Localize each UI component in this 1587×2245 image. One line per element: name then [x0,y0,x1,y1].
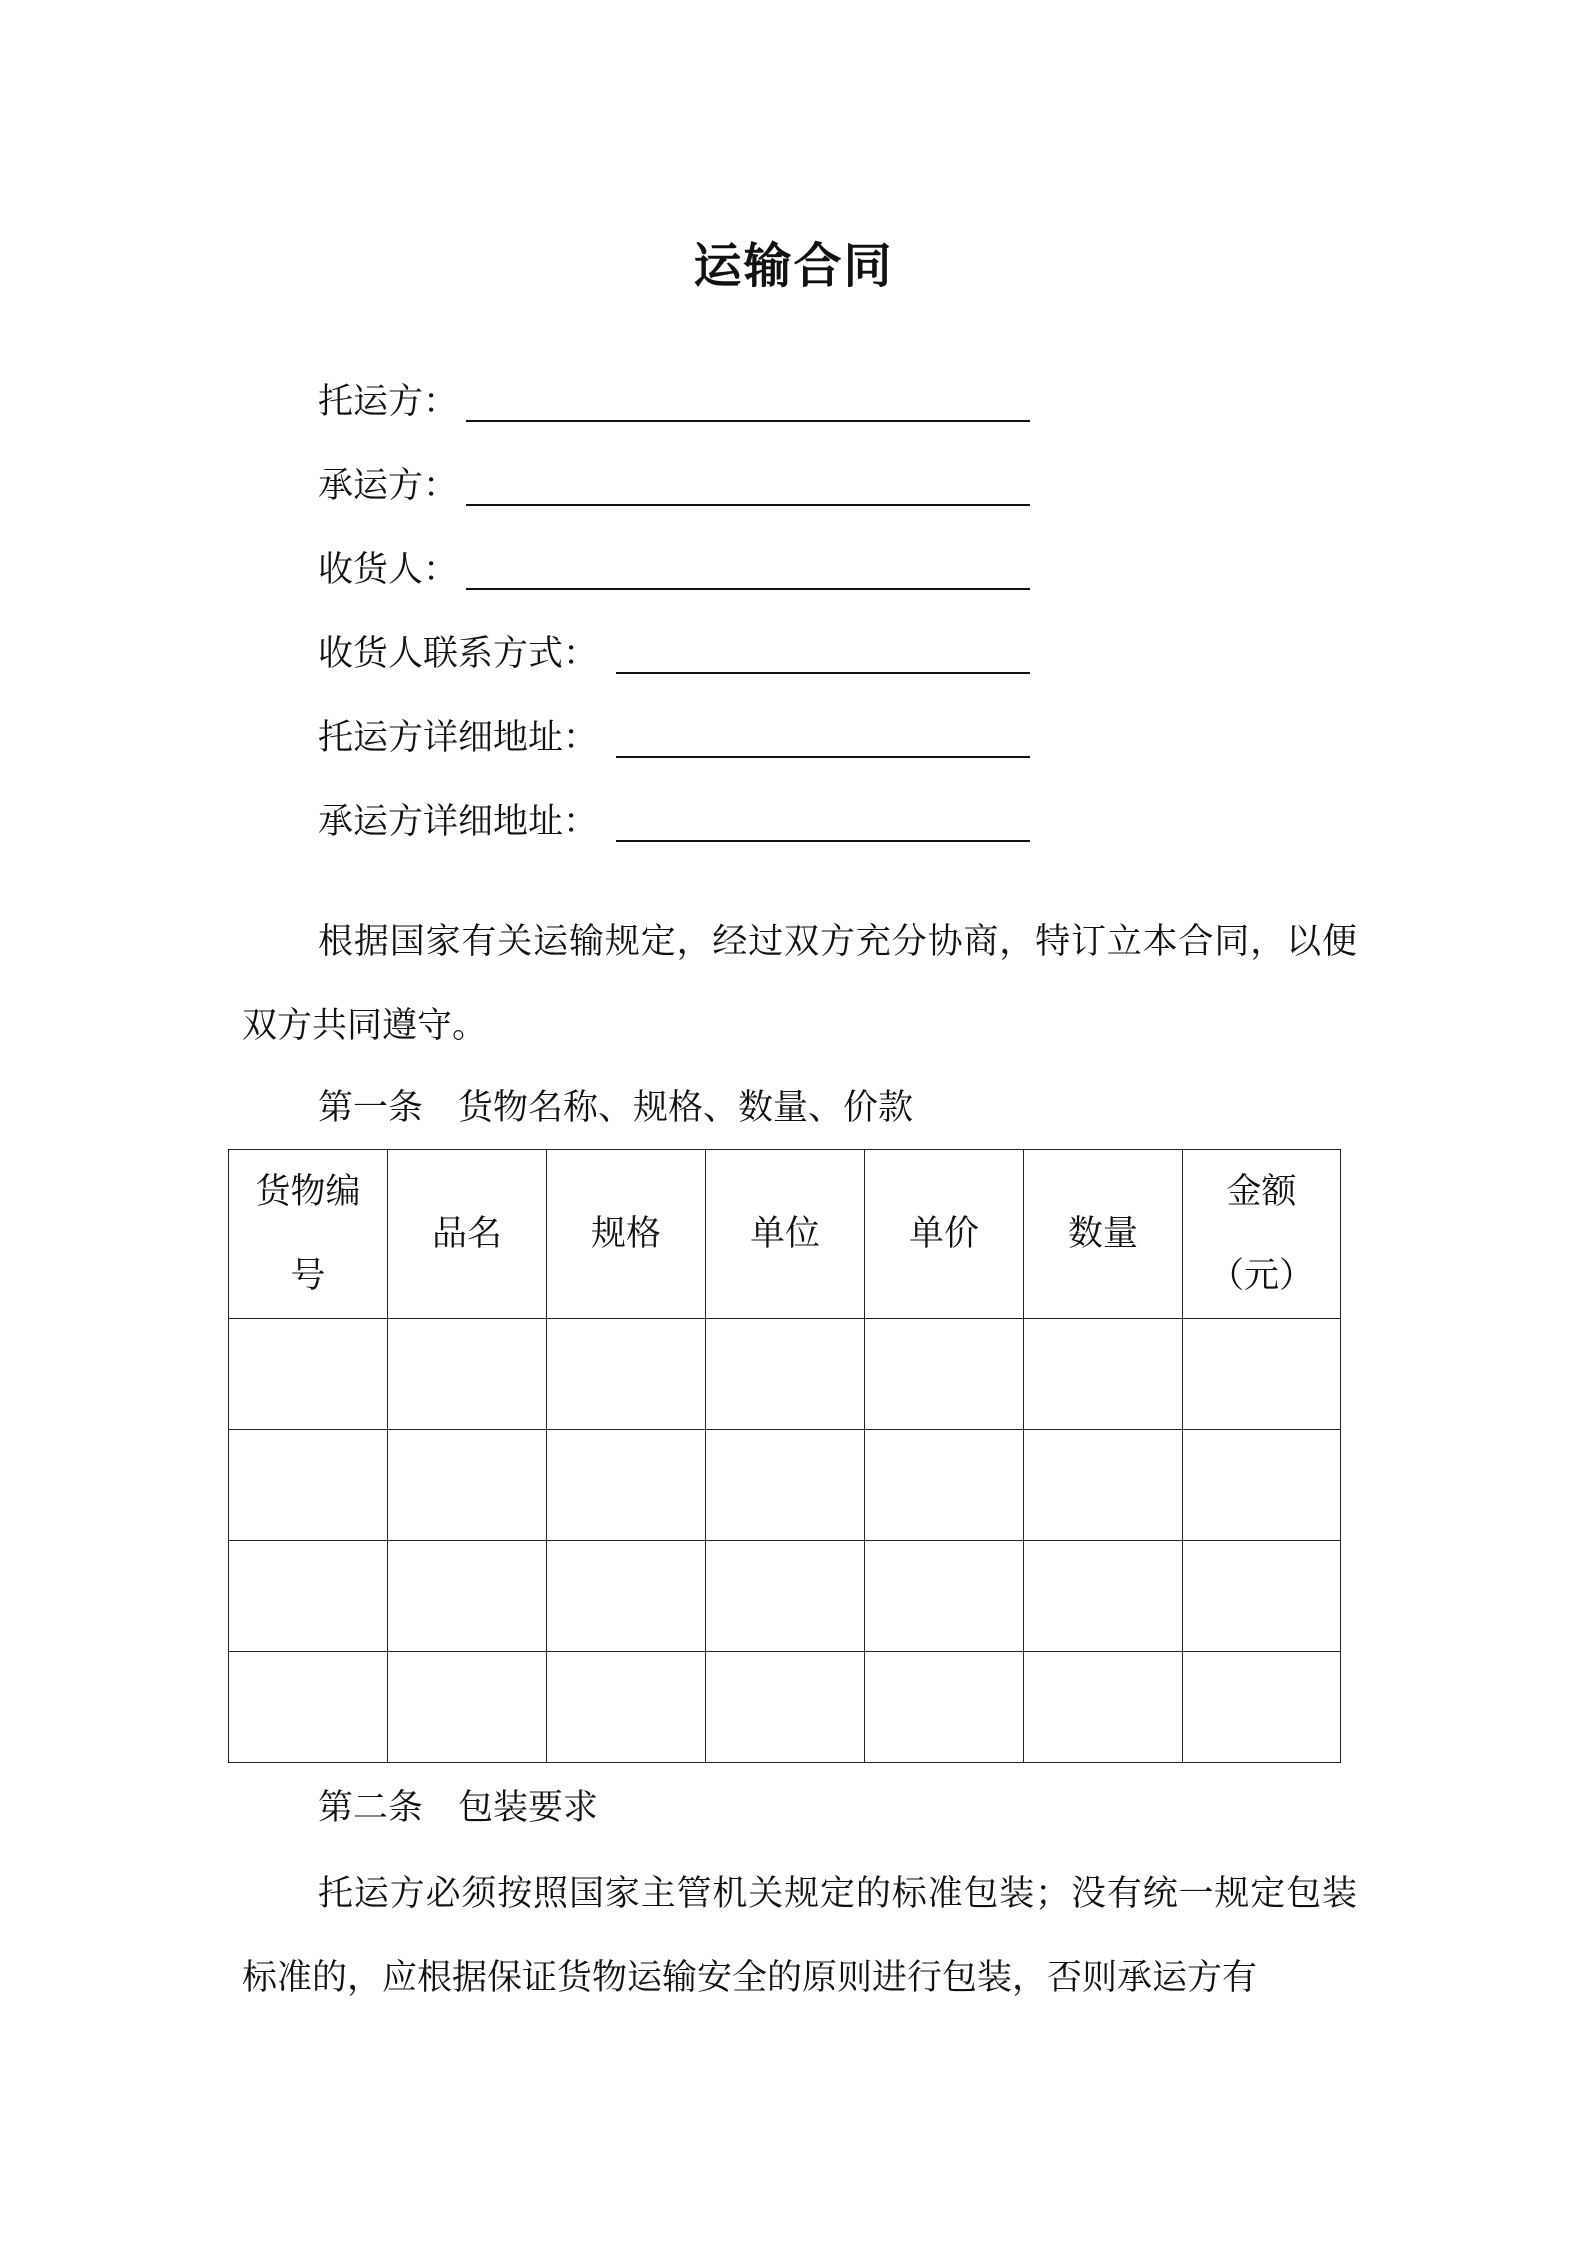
header-product-name: 品名 [388,1150,547,1319]
carrier-address-label: 承运方详细地址： [318,802,599,842]
shipper-address-label: 托运方详细地址： [318,718,599,758]
table-row [229,1319,1341,1430]
shipper-blank-line [466,420,1030,422]
consignee-contact-blank-line [616,672,1030,674]
table-cell [229,1541,388,1652]
shipper-label: 托运方： [318,382,459,422]
carrier-blank-line [466,504,1030,506]
table-cell [388,1319,547,1430]
table-cell [865,1319,1024,1430]
carrier-address-blank-line [616,840,1030,842]
table-cell [1024,1652,1183,1763]
clause-1-heading: 第一条 货物名称、规格、数量、价款 [318,1088,914,1128]
table-cell [547,1541,706,1652]
table-cell [1024,1430,1183,1541]
header-unit: 单位 [706,1150,865,1319]
table-cell [547,1319,706,1430]
table-cell [865,1652,1024,1763]
consignee-blank-line [466,588,1030,590]
consignee-field [318,544,1030,592]
goods-table-header-row [229,1150,1341,1319]
clause-2-paragraph: 托运方必须按照国家主管机关规定的标准包装；没有统一规定包装标准的，应根据保证货物运输安全的原则进行包装，否则承运方有 [242,1874,1357,1998]
table-cell [229,1652,388,1763]
table-cell [547,1430,706,1541]
table-row [229,1541,1341,1652]
table-row [229,1430,1341,1541]
table-cell [1183,1319,1341,1430]
shipper-address-blank-line [616,756,1030,758]
goods-table [228,1149,1341,1763]
clause-2-heading: 第二条 包装要求 [318,1788,599,1828]
carrier-address-field [318,796,1030,844]
carrier-field [318,460,1030,508]
table-cell [706,1652,865,1763]
table-cell [1183,1541,1341,1652]
table-cell [388,1652,547,1763]
carrier-label: 承运方： [318,466,459,506]
table-cell [706,1430,865,1541]
consignee-contact-field [318,628,1030,676]
document-title: 运输合同 [693,238,894,294]
header-specification: 规格 [547,1150,706,1319]
table-cell [1183,1652,1341,1763]
table-cell [1183,1430,1341,1541]
table-cell [229,1430,388,1541]
header-unit-price: 单价 [865,1150,1024,1319]
header-amount: 金额（元） [1183,1150,1341,1319]
table-cell [388,1430,547,1541]
table-cell [388,1541,547,1652]
intro-paragraph: 根据国家有关运输规定，经过双方充分协商，特订立本合同，以便双方共同遵守。 [242,922,1357,1046]
table-cell [706,1319,865,1430]
table-cell [547,1652,706,1763]
table-cell [1024,1319,1183,1430]
table-cell [229,1319,388,1430]
table-cell [706,1541,865,1652]
table-cell [1024,1541,1183,1652]
table-cell [865,1541,1024,1652]
table-cell [865,1430,1024,1541]
consignee-label: 收货人： [318,550,459,590]
header-quantity: 数量 [1024,1150,1183,1319]
consignee-contact-label: 收货人联系方式： [318,634,599,674]
shipper-address-field [318,712,1030,760]
table-row [229,1652,1341,1763]
header-goods-number: 货物编号 [229,1150,388,1319]
shipper-field [318,376,1030,424]
